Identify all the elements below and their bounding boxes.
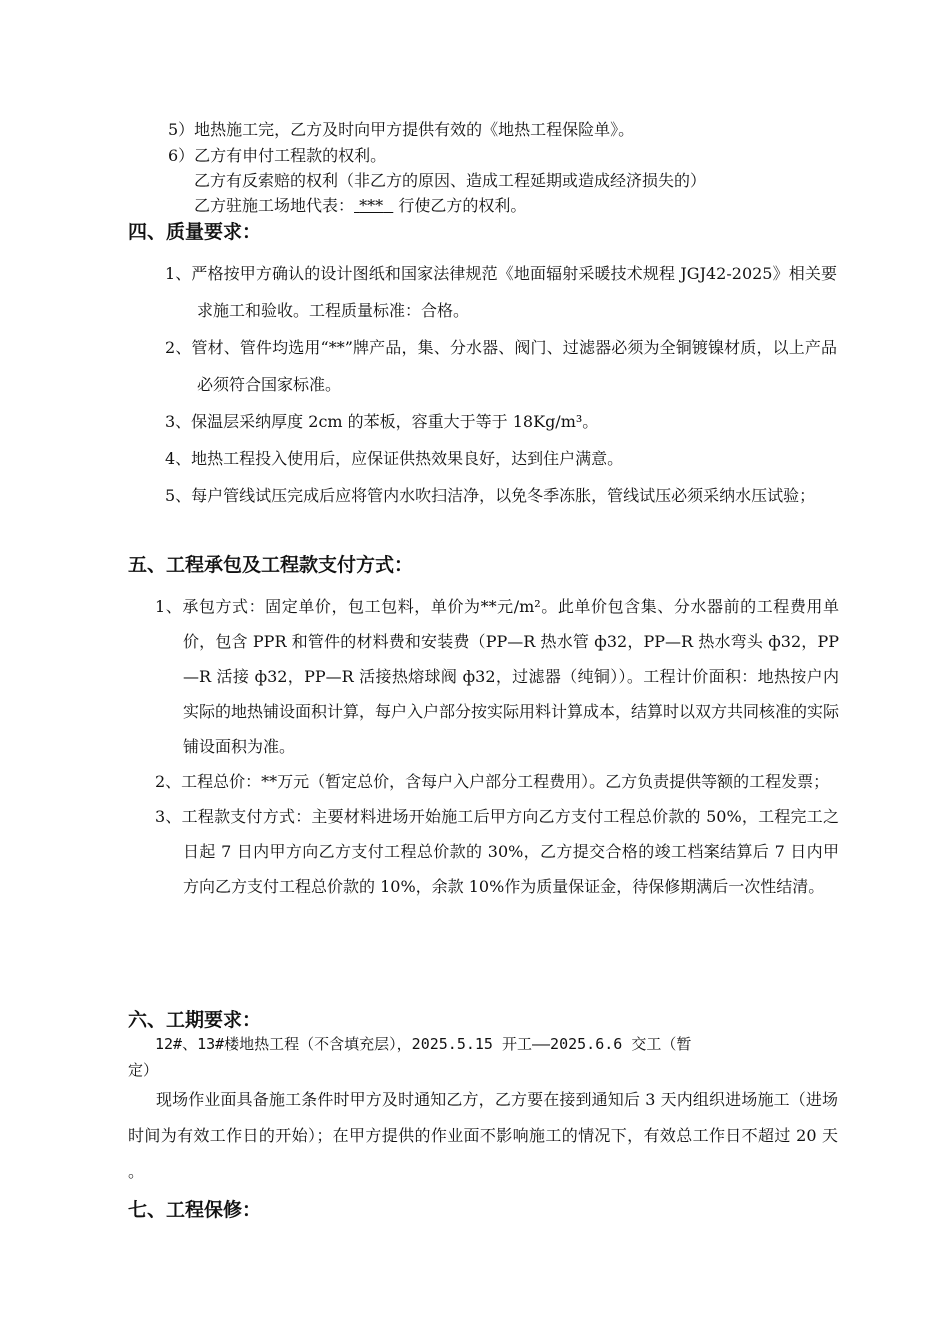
section-7-heading: 七、工程保修： bbox=[128, 1199, 262, 1221]
section-4-item-5: 5、每户管线试压完成后应将管内水吹扫洁净，以免冬季冻胀，管线试压必须采纳水压试验； bbox=[165, 486, 816, 505]
section-6-heading: 六、工期要求： bbox=[128, 1009, 262, 1031]
intro-line-1: 5）地热施工完，乙方及时向甲方提供有效的《地热工程保险单》。 bbox=[168, 120, 635, 139]
intro-line-4 bbox=[194, 196, 526, 216]
section-5-item-1: 1、承包方式：固定单价，包工包料，单价为**元/m²。此单价包含集、分水器前的工程费用单价，包含 PPR 和管件的材料费和安装费（PP—R 热水管 ф32，PP—R 热水弯头 ф32，PP—R 活接 ф32，PP—R 活接热熔球阀 ф32，过滤器（纯铜））。工程计价面积：地热按户内实际的地热铺设面积计算，每户入户部分按实际用料计算成本，结算时以双方共同核准的实际铺设面积为准。 bbox=[155, 597, 840, 756]
intro-line-3: 乙方有反索赔的权利（非乙方的原因、造成工程延期或造成经济损失的） bbox=[194, 171, 707, 190]
schedule-line-2: 定） bbox=[128, 1061, 159, 1079]
section-4-item-1: 1、严格按甲方确认的设计图纸和国家法律规范《地面辐射采暖技术规程 JGJ42-2025》相关要求施工和验收。工程质量标准：合格。 bbox=[165, 264, 837, 320]
intro-line-2: 6）乙方有申付工程款的权利。 bbox=[168, 146, 387, 165]
section-5-list bbox=[155, 589, 839, 904]
section-4-heading: 四、质量要求： bbox=[128, 221, 262, 243]
schedule-line-1: 12#、13#楼地热工程（不含填充层），2025.5.15 开工——2025.6.6 交工（暂 bbox=[155, 1035, 692, 1053]
section-5-heading: 五、工程承包及工程款支付方式： bbox=[128, 554, 414, 576]
rep-name: *** bbox=[359, 196, 384, 215]
section-4-item-3: 3、保温层采纳厚度 2cm 的苯板，容重大于等于 18Kg/m³。 bbox=[165, 412, 599, 431]
rep-suffix: 行使乙方的权利。 bbox=[398, 196, 527, 215]
section-4-item-2: 2、管材、管件均选用“**”牌产品，集、分水器、阀门、过滤器必须为全铜镀镍材质，以上产品必须符合国家标准。 bbox=[165, 338, 837, 394]
schedule-paragraph: 现场作业面具备施工条件时甲方及时通知乙方，乙方要在接到通知后 3 天内组织进场施工（进场时间为有效工作日的开始）；在甲方提供的作业面不影响施工的情况下，有效总工作日不超过 20 天 。 bbox=[128, 1090, 838, 1181]
section-5-item-3: 3、工程款支付方式：主要材料进场开始施工后甲方向乙方支付工程总价款的 50%，工程完工之日起 7 日内甲方向乙方支付工程总价款的 30%，乙方提交合格的竣工档案结算后 7 日内甲方向乙方支付工程总价款的 10%，余款 10%作为质量保证金，待保修期满后一次性结清。 bbox=[155, 807, 839, 896]
section-5-item-2: 2、工程总价：**万元（暂定总价，含每户入户部分工程费用）。乙方负责提供等额的工程发票； bbox=[155, 772, 830, 791]
rep-label: 乙方驻施工场地代表： bbox=[194, 196, 355, 215]
section-4-list bbox=[165, 255, 837, 514]
section-4-item-4: 4、地热工程投入使用后，应保证供热效果良好，达到住户满意。 bbox=[165, 449, 624, 468]
